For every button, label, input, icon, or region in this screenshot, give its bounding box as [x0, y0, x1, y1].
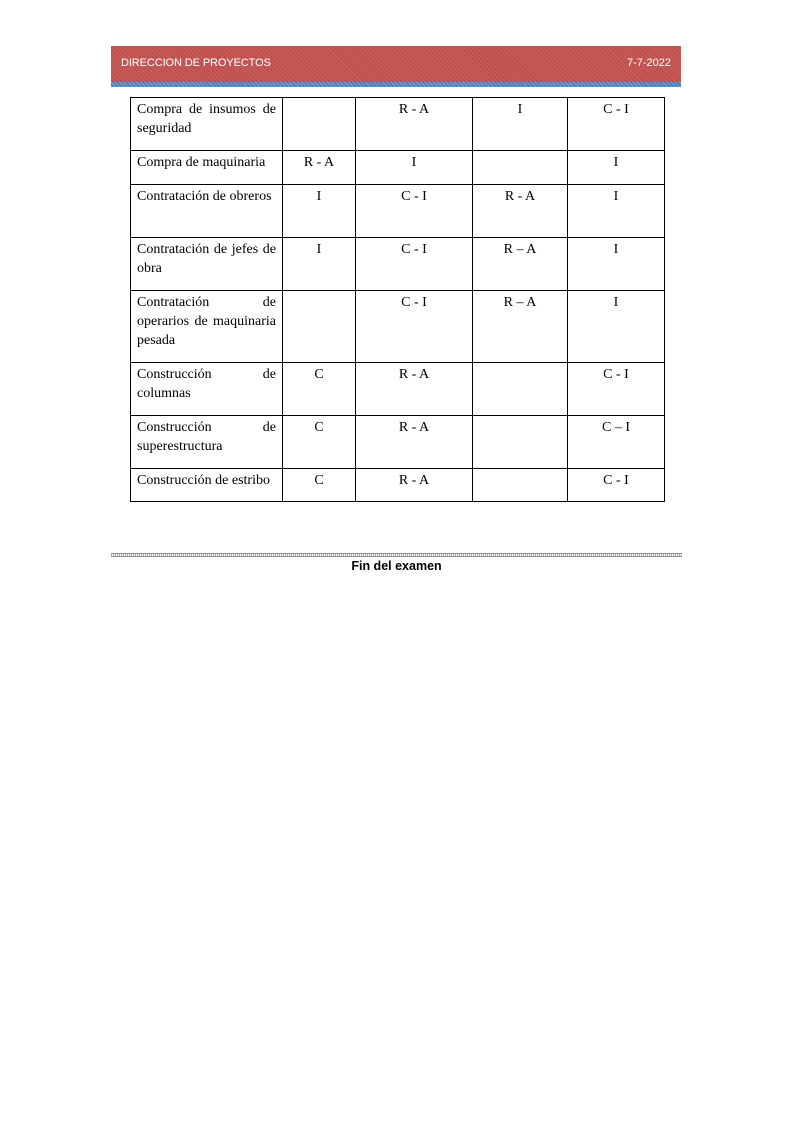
- raci-cell: [283, 291, 356, 363]
- raci-cell: [473, 151, 568, 185]
- raci-cell: C - I: [356, 185, 473, 238]
- raci-cell: R - A: [283, 151, 356, 185]
- page-header: [111, 46, 681, 82]
- table-row: [131, 98, 665, 151]
- table-row: [131, 363, 665, 416]
- raci-cell: [473, 469, 568, 502]
- footer-text: Fin del examen: [351, 559, 442, 573]
- raci-table: [130, 97, 665, 502]
- raci-cell: I: [568, 291, 665, 363]
- raci-cell: I: [568, 151, 665, 185]
- table-row: [131, 416, 665, 469]
- raci-cell: I: [473, 98, 568, 151]
- header-date: 7-7-2022: [626, 57, 671, 69]
- table-row: [131, 151, 665, 185]
- raci-cell: C - I: [356, 238, 473, 291]
- raci-cell: [473, 416, 568, 469]
- raci-cell: C - I: [356, 291, 473, 363]
- raci-cell: R - A: [473, 185, 568, 238]
- raci-cell: C - I: [568, 469, 665, 502]
- raci-cell: C – I: [568, 416, 665, 469]
- raci-cell: R - A: [356, 469, 473, 502]
- raci-cell: C: [283, 416, 356, 469]
- raci-cell: I: [356, 151, 473, 185]
- raci-cell: R - A: [356, 98, 473, 151]
- header-title: DIRECCION DE PROYECTOS: [121, 57, 271, 69]
- raci-cell: R – A: [473, 291, 568, 363]
- task-cell: Compra de maquinaria: [131, 151, 283, 185]
- raci-cell: [283, 98, 356, 151]
- table-row: [131, 185, 665, 238]
- footer-divider: [111, 553, 682, 557]
- raci-cell: C - I: [568, 363, 665, 416]
- header-stripe: [111, 82, 681, 87]
- raci-cell: C: [283, 363, 356, 416]
- table-row: [131, 238, 665, 291]
- task-cell: Contratación de obreros: [131, 185, 283, 238]
- raci-cell: R - A: [356, 416, 473, 469]
- task-cell: Construcción de estribo: [131, 469, 283, 502]
- raci-cell: C - I: [568, 98, 665, 151]
- raci-cell: [473, 363, 568, 416]
- raci-cell: R - A: [356, 363, 473, 416]
- raci-cell: C: [283, 469, 356, 502]
- table-row: [131, 469, 665, 502]
- task-cell: Compra de insumos de seguridad: [131, 98, 283, 151]
- raci-cell: I: [283, 185, 356, 238]
- raci-cell: I: [568, 238, 665, 291]
- task-cell: Contratación de jefes de obra: [131, 238, 283, 291]
- task-cell: Construcción de superestructura: [131, 416, 283, 469]
- raci-cell: I: [283, 238, 356, 291]
- task-cell: Contratación de operarios de maquinaria pesada: [131, 291, 283, 363]
- raci-cell: I: [568, 185, 665, 238]
- table-row: [131, 291, 665, 363]
- raci-cell: R – A: [473, 238, 568, 291]
- task-cell: Construcción de columnas: [131, 363, 283, 416]
